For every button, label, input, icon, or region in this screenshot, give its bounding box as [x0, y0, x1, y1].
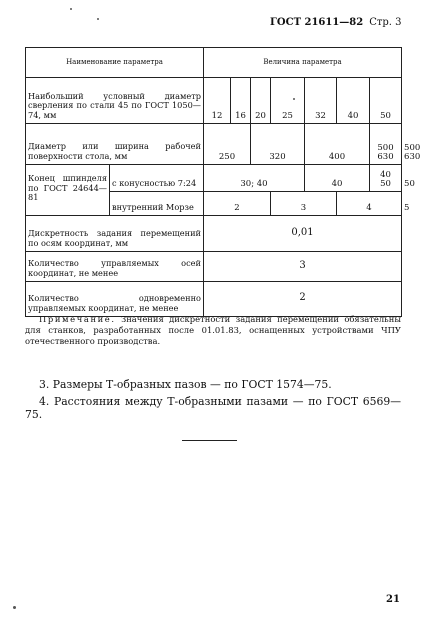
- parameters-table: [25, 47, 421, 317]
- table-cell: 400: [305, 124, 370, 165]
- table-cell: 12: [204, 78, 231, 124]
- row-label-drill-diameter: Наибольший условный диаметр сверления по стали 45 по ГОСТ 1050—74, мм: [26, 78, 204, 124]
- row-label-simultaneous-axes: Количество одновременно управляемых координат, не менее: [26, 282, 204, 317]
- row-sublabel-taper: с конусностью 7:24: [110, 165, 204, 192]
- page-header: [270, 17, 400, 28]
- table-cell: 25: [271, 78, 305, 124]
- row-sublabel-morse: внутренний Морзе: [110, 192, 204, 216]
- col-header-name: Наименование параметра: [26, 48, 204, 78]
- scan-speck: [70, 8, 72, 10]
- note-text: Значения дискретности задания перемещений обязательны для станков, разработанных после 01.01.83, оснащенных устройствами ЧПУ отечественного производства.: [25, 314, 401, 346]
- scan-speck: [97, 18, 99, 20]
- table-row: [26, 282, 402, 317]
- note-lead: Примечание.: [39, 314, 116, 324]
- table-cell: 2: [204, 282, 402, 317]
- table-row: Конец шпинделя по ГОСТ 24644—81 с конусностью 7:24 30; 40 40 40 50 50: [26, 165, 402, 192]
- row-label-discreteness: Дискретность задания перемещений по осям координат, мм: [26, 216, 204, 252]
- table-cell: 250: [204, 124, 251, 165]
- divider: [182, 440, 237, 441]
- table-cell: 2: [204, 192, 271, 216]
- table-cell: 16: [231, 78, 251, 124]
- stacked-value: 40 50: [380, 170, 391, 189]
- col-header-value: Величина параметра: [204, 48, 402, 78]
- scan-speck: [293, 98, 295, 100]
- row-label-controlled-axes: Количество управляемых осей координат, не менее: [26, 252, 204, 282]
- table-row: [26, 216, 402, 252]
- table-row: внутренний Морзе 2 3 4 5: [26, 192, 402, 216]
- table-row: Диаметр или ширина рабочей поверхности стола, мм 250 320 400 500 630 500 630: [26, 124, 402, 165]
- row-label-spindle-end: Конец шпинделя по ГОСТ 24644—81: [26, 165, 110, 216]
- table-cell: 40: [305, 165, 370, 192]
- table-cell: 20: [251, 78, 271, 124]
- stacked-value: 500 630: [377, 143, 394, 162]
- table-row: [26, 78, 402, 124]
- table-cell: 50: [370, 78, 402, 124]
- table-cell: 3: [271, 192, 337, 216]
- table-row: [26, 252, 402, 282]
- table-cell: 3: [204, 252, 402, 282]
- table-cell: 30; 40: [204, 165, 305, 192]
- table-cell: 40: [337, 78, 370, 124]
- table-cell: 0,01: [204, 216, 402, 252]
- table-cell: [370, 124, 402, 165]
- item-t-slot-distances: 4. Расстояния между Т-образными пазами — по ГОСТ 6569—75.: [25, 395, 401, 421]
- standard-title: ГОСТ 21611—82: [270, 17, 364, 28]
- table-cell: 320: [251, 124, 305, 165]
- row-label-table-width: Диаметр или ширина рабочей поверхности стола, мм: [26, 124, 204, 165]
- item-t-slot-sizes: 3. Размеры Т-образных пазов — по ГОСТ 1574—75.: [39, 378, 332, 391]
- page-number: 21: [386, 594, 400, 605]
- table-cell: [370, 165, 402, 192]
- header-row: [26, 48, 402, 78]
- table-note: [25, 314, 401, 347]
- table-cell: 32: [305, 78, 337, 124]
- page-label: Стр. 3: [369, 17, 402, 28]
- scan-speck: [13, 606, 16, 609]
- table-cell: 4: [337, 192, 402, 216]
